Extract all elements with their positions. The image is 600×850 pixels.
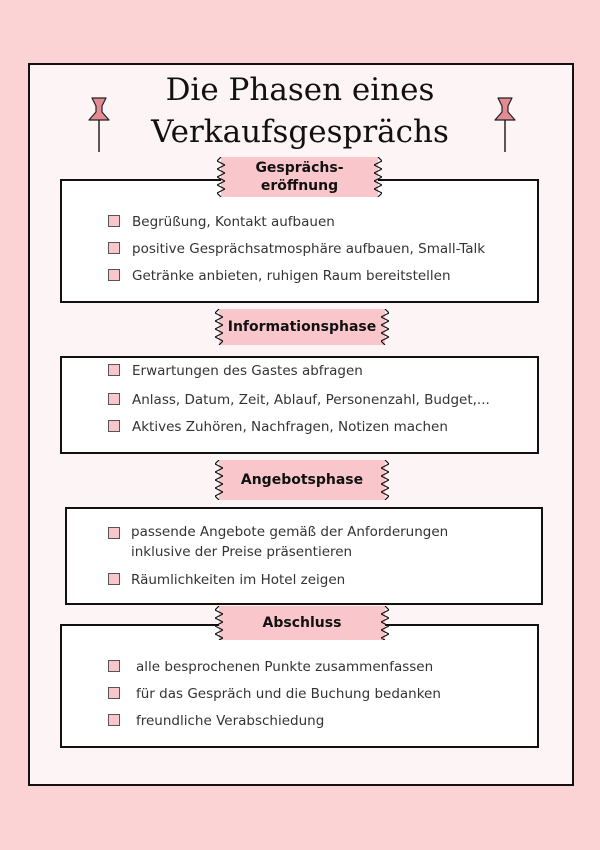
zigzag-border xyxy=(381,606,389,640)
section-heading-line2: eröffnung xyxy=(260,178,339,194)
zigzag-border xyxy=(215,606,223,640)
checkbox-icon[interactable] xyxy=(108,269,120,281)
list-item: für das Gespräch und die Buchung bedanken xyxy=(136,686,441,702)
checkbox-icon[interactable] xyxy=(108,527,120,539)
list-item: positive Gesprächsatmosphäre aufbauen, Small-Talk xyxy=(132,241,486,257)
page-title-line1: Die Phasen eines xyxy=(165,72,435,108)
pushpin-icon xyxy=(86,96,112,156)
list-item: Aktives Zuhören, Nachfragen, Notizen machen xyxy=(132,419,448,435)
list-item: Räumlichkeiten im Hotel zeigen xyxy=(131,572,346,588)
checkbox-icon[interactable] xyxy=(108,660,120,672)
list-item: Getränke anbieten, ruhigen Raum bereitstellen xyxy=(132,268,451,284)
checkbox-icon[interactable] xyxy=(108,687,120,699)
checkbox-icon[interactable] xyxy=(108,215,120,227)
zigzag-border xyxy=(374,157,382,197)
zigzag-border xyxy=(217,157,225,197)
checkbox-icon[interactable] xyxy=(108,714,120,726)
checkbox-icon[interactable] xyxy=(108,242,120,254)
section-heading-label: Angebotsphase xyxy=(240,472,364,488)
pushpin-icon xyxy=(492,96,518,156)
list-item: Erwartungen des Gastes abfragen xyxy=(132,363,363,379)
zigzag-border xyxy=(381,309,389,345)
section-heading-line1: Gesprächs- xyxy=(255,160,344,176)
section-heading-label: Informationsphase xyxy=(227,319,377,335)
list-item: alle besprochenen Punkte zusammenfassen xyxy=(136,659,434,675)
list-item: freundliche Verabschiedung xyxy=(136,713,325,729)
zigzag-border xyxy=(215,309,223,345)
checkbox-icon[interactable] xyxy=(108,364,120,376)
section-heading-angebot xyxy=(219,460,385,500)
zigzag-border xyxy=(215,460,223,500)
section-heading-label: Abschluss xyxy=(262,615,342,631)
section-heading-abschluss xyxy=(219,606,385,640)
section-heading-eroeffnung xyxy=(221,157,378,197)
section-heading-information xyxy=(219,309,385,345)
list-item: passende Angebote gemäß der Anforderungen xyxy=(131,524,449,540)
checkbox-icon[interactable] xyxy=(108,420,120,432)
zigzag-border xyxy=(381,460,389,500)
list-item: Anlass, Datum, Zeit, Ablauf, Personenzahl, Budget,... xyxy=(132,392,490,408)
checkbox-icon[interactable] xyxy=(108,573,120,585)
list-item: Begrüßung, Kontakt aufbauen xyxy=(132,214,335,230)
checkbox-icon[interactable] xyxy=(108,393,120,405)
list-item-continuation: inklusive der Preise präsentieren xyxy=(131,544,353,560)
page-title-line2: Verkaufsgesprächs xyxy=(151,114,449,150)
